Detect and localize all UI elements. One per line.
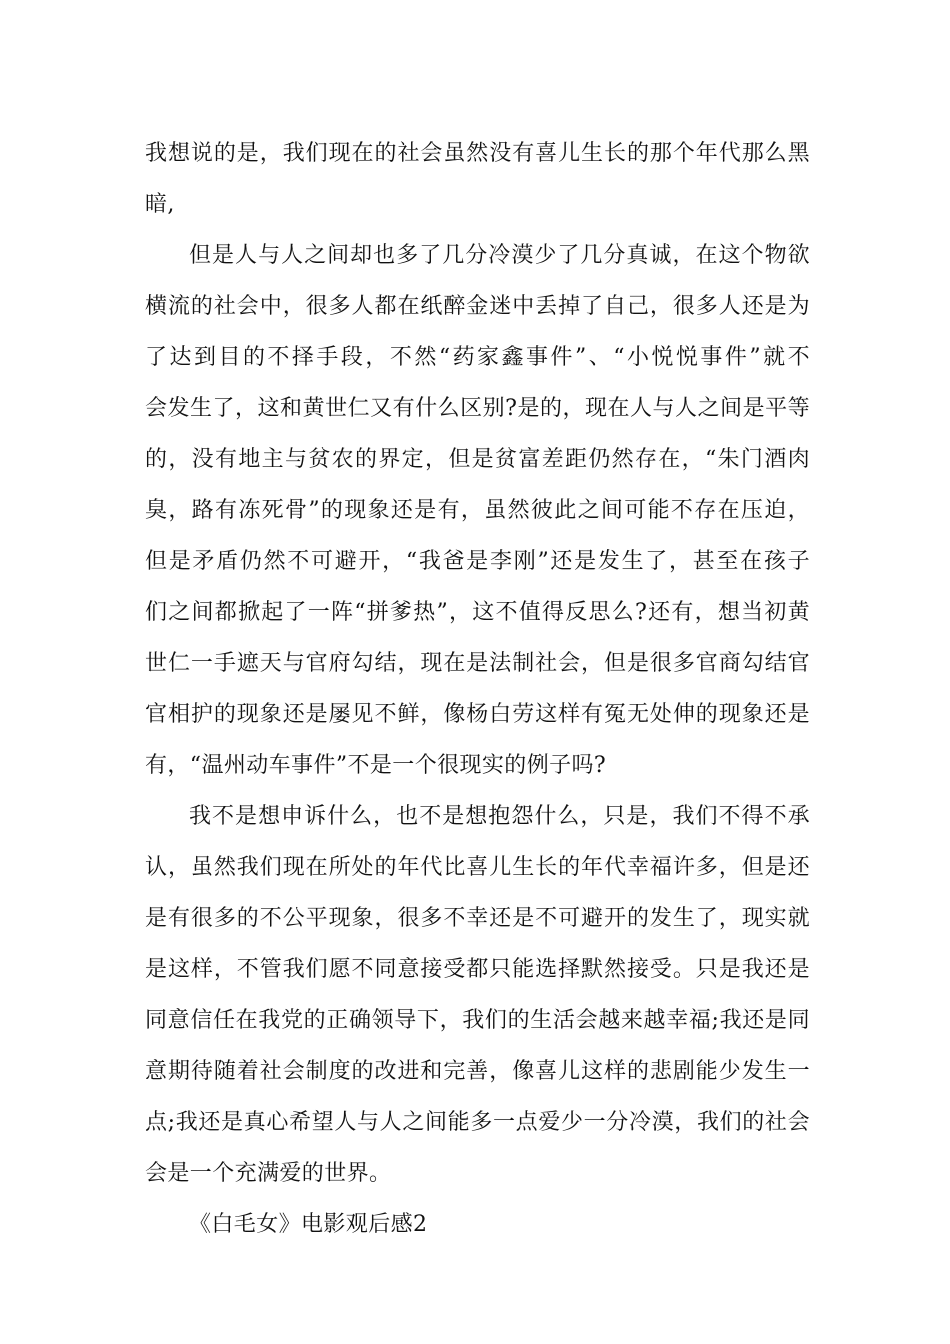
text-line: 的，没有地主与贫农的界定，但是贫富差距仍然存在，“朱门酒肉 [145,447,810,472]
heading-line: 《白毛女》电影观后感2 [189,1212,428,1237]
text-line: 意期待随着社会制度的改进和完善，像喜儿这样的悲剧能少发生一 [145,1059,810,1084]
text-line: 点;我还是真心希望人与人之间能多一点爱少一分冷漠，我们的社会 [145,1110,810,1135]
text-line: 认，虽然我们现在所处的年代比喜儿生长的年代幸福许多，但是还 [145,855,810,880]
text-line: 但是矛盾仍然不可避开，“我爸是李刚”还是发生了，甚至在孩子 [145,549,810,574]
section-heading [145,1199,810,1250]
text-line: 官相护的现象还是屡见不鲜，像杨白劳这样有冤无处伸的现象还是 [145,702,810,727]
text-line: 会是一个充满爱的世界。 [145,1161,392,1186]
text-line: 们之间都掀起了一阵“拼爹热”，这不值得反思么?还有，想当初黄 [145,600,810,625]
text-line: 会发生了，这和黄世仁又有什么区别?是的，现在人与人之间是平等 [145,396,810,421]
paragraph [145,230,810,791]
body-text [145,128,810,1250]
text-line: 但是人与人之间却也多了几分冷漠少了几分真诚，在这个物欲 [189,243,810,268]
text-line: 暗, [145,192,175,217]
text-line: 臭，路有冻死骨”的现象还是有，虽然彼此之间可能不存在压迫， [145,498,810,523]
text-line: 是这样，不管我们愿不同意接受都只能选择默然接受。只是我还是 [145,957,810,982]
text-line: 我不是想申诉什么，也不是想抱怨什么，只是，我们不得不承 [189,804,810,829]
text-line: 横流的社会中，很多人都在纸醉金迷中丢掉了自己，很多人还是为 [145,294,810,319]
text-line: 是有很多的不公平现象，很多不幸还是不可避开的发生了，现实就 [145,906,810,931]
text-line: 世仁一手遮天与官府勾结，现在是法制社会，但是很多官商勾结官 [145,651,810,676]
text-line: 我想说的是，我们现在的社会虽然没有喜儿生长的那个年代那么黑 [145,141,810,166]
text-line: 同意信任在我党的正确领导下，我们的生活会越来越幸福;我还是同 [145,1008,810,1033]
text-line: 有，“温州动车事件”不是一个很现实的例子吗? [145,753,607,778]
paragraph [145,791,810,1199]
paragraph [145,128,810,230]
text-line: 了达到目的不择手段，不然“药家鑫事件”、“小悦悦事件”就不 [145,345,810,370]
